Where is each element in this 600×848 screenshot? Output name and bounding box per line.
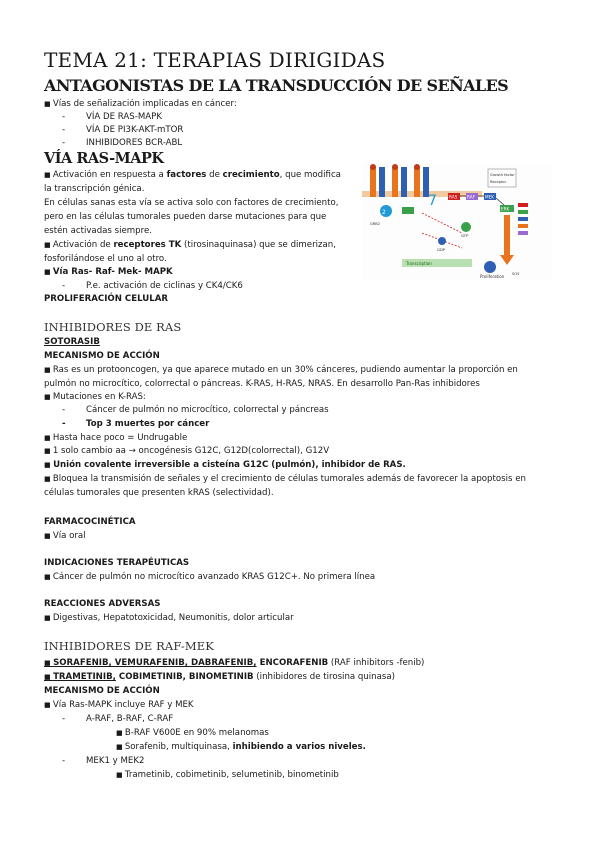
sos-node — [402, 207, 414, 214]
svg-text:GDP: GDP — [437, 247, 446, 252]
list-item: - A-RAF, B-RAF, C-RAF — [62, 714, 174, 724]
svg-text:GTP: GTP — [461, 233, 469, 238]
subheading-indicaciones: INDICACIONES TERAPÉUTICAS — [44, 558, 190, 568]
intro-lead: ■ Vías de señalización implicadas en cáncer: — [44, 99, 237, 109]
list-item: ■ B-RAF V600E en 90% melanomas — [116, 728, 269, 738]
proliferation-node — [484, 261, 496, 273]
subheading-mecanismo: MECANISMO DE ACCIÓN — [44, 351, 160, 361]
svg-text:MEK: MEK — [485, 194, 495, 200]
svg-text:ERK: ERK — [501, 206, 510, 212]
paragraph: ■ Vía oral — [44, 531, 86, 541]
gtp-node — [461, 222, 471, 232]
list-item: - VÍA DE RAS-MAPK — [62, 112, 162, 122]
drug-list-raf: ■ SORAFENIB, VEMURAFENIB, DABRAFENIB, ENCORAFENIB (RAF inhibitors -fenib) — [44, 658, 425, 668]
svg-text:Receptor: Receptor — [490, 180, 507, 184]
subheading-reacciones: REACCIONES ADVERSAS — [44, 599, 161, 609]
paragraph: ■ Activación en respuesta a factores de crecimiento, que modifica — [44, 170, 341, 180]
paragraph: ■ Ras es un protooncogen, ya que aparece mutado en un 30% cánceres, pudiendo aumentar la proporción en — [44, 365, 518, 375]
subheading-mecanismo-raf: MECANISMO DE ACCIÓN — [44, 686, 160, 696]
paragraph: células tumorales que presenten kRAS (selectividad). — [44, 488, 274, 498]
gdp-node — [438, 237, 446, 245]
paragraph: estén activadas siempre. — [44, 226, 152, 236]
svg-text:SOS: SOS — [512, 272, 520, 276]
paragraph: ■ Digestivas, Hepatotoxicidad, Neumonitis, dolor articular — [44, 613, 294, 623]
section-heading-via-ras: VÍA RAS-MAPK — [44, 150, 164, 167]
subheading-farmacocinetica: FARMACOCINÉTICA — [44, 517, 136, 527]
page-subtitle: ANTAGONISTAS DE LA TRANSDUCCIÓN DE SEÑALES — [44, 76, 509, 95]
svg-text:RAS: RAS — [449, 194, 458, 200]
svg-text:Transcription: Transcription — [406, 261, 432, 266]
paragraph: ■ Cáncer de pulmón no microcítico avanzado KRAS G12C+. No primera línea — [44, 572, 376, 582]
paragraph: PROLIFERACIÓN CELULAR — [44, 294, 168, 304]
paragraph: ■ Vía Ras-MAPK incluye RAF y MEK — [44, 700, 194, 710]
list-item: - Cáncer de pulmón no microcítico, colorrectal y páncreas — [62, 405, 329, 415]
page-title: TEMA 21: TERAPIAS DIRIGIDAS — [44, 48, 386, 72]
paragraph: fosforilándose el uno al otro. — [44, 254, 167, 264]
paragraph: ■ Hasta hace poco = Undrugable — [44, 433, 188, 443]
signal-arrow — [504, 215, 510, 255]
list-item: - INHIBIDORES BCR-ABL — [62, 138, 183, 148]
svg-text:2: 2 — [382, 209, 386, 216]
list-item: - P.e. activación de ciclinas y CK4/CK6 — [62, 281, 243, 291]
svg-text:Proliferation: Proliferation — [480, 274, 505, 279]
section-heading-inhibidores-raf-mek: INHIBIDORES DE RAF-MEK — [44, 639, 214, 653]
paragraph: ■ Unión covalente irreversible a cisteína G12C (pulmón), inhibidor de RAS. — [44, 460, 406, 470]
svg-text:GRB2: GRB2 — [370, 222, 381, 226]
section-heading-inhibidores-ras: INHIBIDORES DE RAS — [44, 320, 182, 334]
ras-mapk-pathway-diagram — [362, 163, 552, 281]
pathway-glyph: 7 — [428, 193, 437, 209]
paragraph: pero en las células tumorales pueden darse mutaciones para que — [44, 212, 327, 222]
list-item: - Top 3 muertes por cáncer — [62, 419, 210, 429]
paragraph: pulmón no microcítico, colorrectal o páncreas. K-RAS, H-RAS, NRAS. En desarrollo Pan-Ras inhibidores — [44, 379, 480, 389]
paragraph: ■ Activación de receptores TK (tirosinaquinasa) que se dimerizan, — [44, 240, 336, 250]
drug-list-mek: ■ TRAMETINIB, COBIMETINIB, BINOMETINIB (inhibidores de tirosina quinasa) — [44, 672, 395, 682]
list-item: ■ Sorafenib, multiquinasa, inhibiendo a varios niveles. — [116, 742, 366, 752]
paragraph: En células sanas esta vía se activa solo con factores de crecimiento, — [44, 198, 339, 208]
list-item: ■ Trametinib, cobimetinib, selumetinib, binometinib — [116, 770, 339, 780]
paragraph: ■ 1 solo cambio aa → oncogénesis G12C, G12D(colorrectal), G12V — [44, 446, 330, 456]
drug-name-sotorasib: SOTORASIB — [44, 337, 100, 347]
paragraph: ■ Mutaciones en K-RAS: — [44, 392, 146, 402]
svg-text:Growth factor: Growth factor — [490, 173, 515, 177]
list-item: - MEK1 y MEK2 — [62, 756, 145, 766]
list-item: - VÍA DE PI3K-AKT-mTOR — [62, 125, 184, 135]
paragraph: la transcripción génica. — [44, 184, 145, 194]
svg-text:RAF: RAF — [467, 194, 476, 200]
paragraph: ■ Vía Ras- Raf- Mek- MAPK — [44, 267, 173, 277]
paragraph: ■ Bloquea la transmisión de señales y el crecimiento de células tumorales además de favorecer la apoptosis en — [44, 474, 526, 484]
